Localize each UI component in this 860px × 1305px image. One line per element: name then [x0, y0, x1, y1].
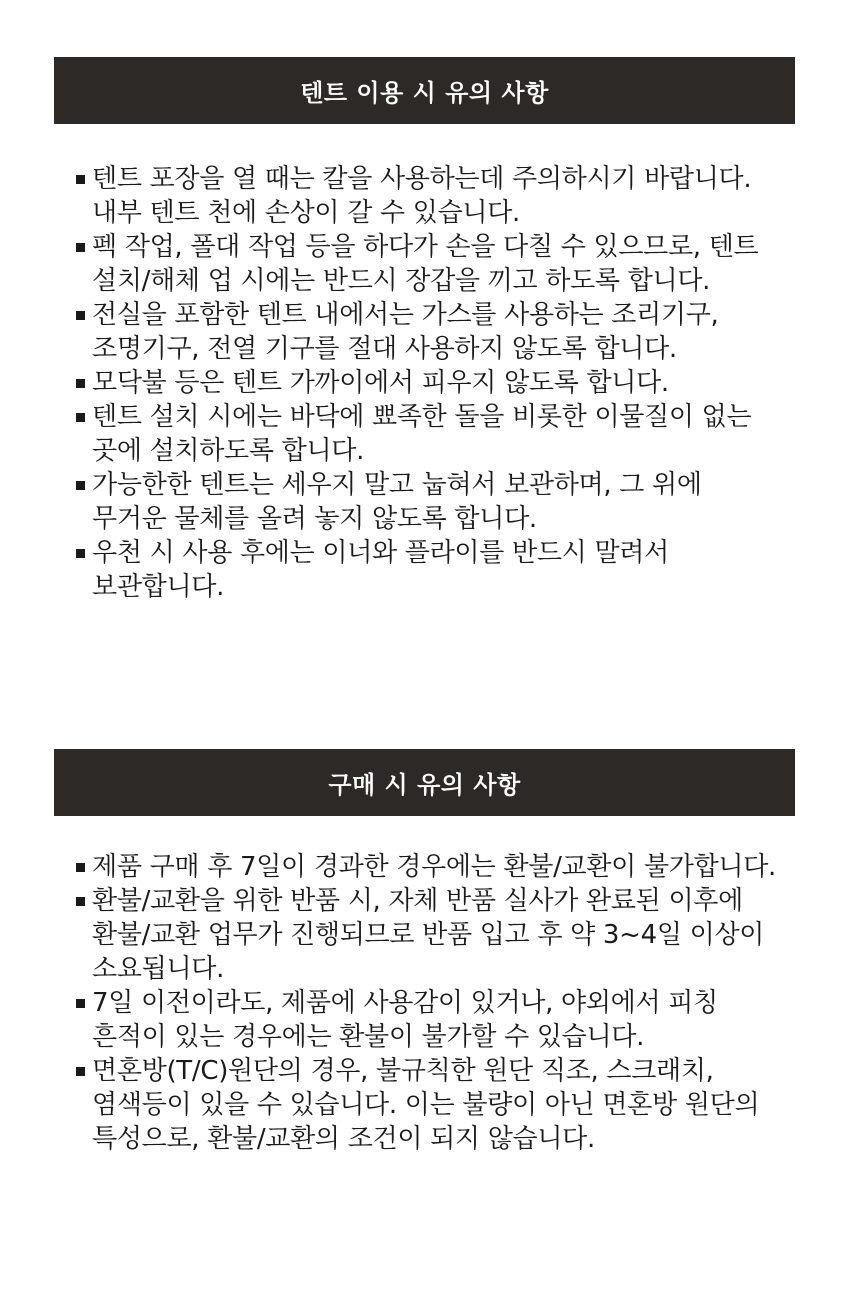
list-item — [76, 884, 782, 986]
list-item — [76, 468, 782, 536]
list-item-text: 환불/교환을 위한 반품 시, 자체 반품 실사가 완료된 이후에 환불/교환 업무가 진행되므로 반품 입고 후 약 3~4일 이상이 소요됩니다. — [92, 886, 765, 984]
list-item-text: 우천 시 사용 후에는 이너와 플라이를 반드시 말려서 보관합니다. — [92, 538, 669, 602]
bullet-square-icon — [76, 999, 85, 1008]
list-item-text: 모닥불 등은 텐트 가까이에서 피우지 않도록 합니다. — [92, 368, 669, 398]
list-item — [76, 850, 782, 884]
bullet-square-icon — [76, 549, 85, 558]
bullet-square-icon — [76, 175, 85, 184]
list-item-text: 면혼방(T/C)원단의 경우, 불규칙한 원단 직조, 스크래치, 염색등이 있을 수 있습니다. 이는 불량이 아닌 면혼방 원단의 특성으로, 환불/교환의 조건이 되지 않습니다. — [92, 1056, 760, 1154]
list-item — [76, 298, 782, 366]
list-item-text: 전실을 포함한 텐트 내에서는 가스를 사용하는 조리기구, 조명기구, 전열 기구를 절대 사용하지 않도록 합니다. — [92, 300, 719, 364]
list-item — [76, 1054, 782, 1156]
list-item — [76, 986, 782, 1054]
bullet-square-icon — [76, 243, 85, 252]
list-item-text: 텐트 설치 시에는 바닥에 뾰족한 돌을 비롯한 이물질이 없는 곳에 설치하도록 합니다. — [92, 402, 752, 466]
bullet-square-icon — [76, 897, 85, 906]
bullet-square-icon — [76, 481, 85, 490]
list-item — [76, 400, 782, 468]
list-item — [76, 162, 782, 230]
section-header-tent-usage — [54, 57, 795, 124]
bullet-square-icon — [76, 863, 85, 872]
list-item-text: 제품 구매 후 7일이 경과한 경우에는 환불/교환이 불가합니다. — [92, 852, 777, 882]
bullet-square-icon — [76, 413, 85, 422]
section-title: 구매 시 유의 사항 — [328, 771, 521, 799]
section-title: 텐트 이용 시 유의 사항 — [300, 79, 549, 107]
list-item-text: 7일 이전이라도, 제품에 사용감이 있거나, 야외에서 피칭 흔적이 있는 경우에는 환불이 불가할 수 있습니다. — [92, 988, 718, 1052]
list-item-text: 펙 작업, 폴대 작업 등을 하다가 손을 다칠 수 있으므로, 텐트 설치/해체 업 시에는 반드시 장갑을 끼고 하도록 합니다. — [92, 232, 759, 296]
bullet-square-icon — [76, 311, 85, 320]
tent-usage-notes-list — [76, 162, 782, 604]
section-header-purchase — [54, 749, 795, 816]
purchase-notes-list — [76, 850, 782, 1156]
list-item — [76, 230, 782, 298]
bullet-square-icon — [76, 1067, 85, 1076]
list-item — [76, 366, 782, 400]
list-item-text: 텐트 포장을 열 때는 칼을 사용하는데 주의하시기 바랍니다. 내부 텐트 천에 손상이 갈 수 있습니다. — [92, 164, 752, 228]
bullet-square-icon — [76, 379, 85, 388]
list-item-text: 가능한한 텐트는 세우지 말고 눕혀서 보관하며, 그 위에 무거운 물체를 올려 놓지 않도록 합니다. — [92, 470, 702, 534]
list-item — [76, 536, 782, 604]
